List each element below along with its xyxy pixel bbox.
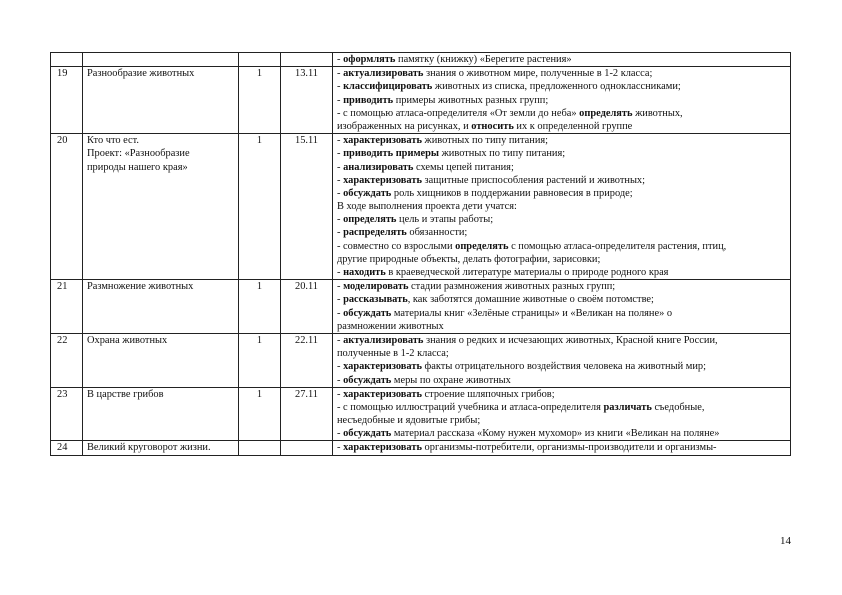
activity-verb: определять	[455, 240, 509, 252]
activity-line	[337, 374, 786, 387]
topic-line: Великий круговорот жизни.	[87, 442, 211, 454]
hours-cell	[239, 53, 281, 67]
activity-text: -	[337, 81, 344, 93]
activity-text: -	[337, 307, 344, 319]
activity-line	[337, 187, 786, 200]
activity-text: -	[337, 281, 344, 293]
activity-text: - с помощью атласа-определителя «От земли до неба»	[337, 107, 580, 119]
activity-verb: находить	[343, 267, 386, 278]
activity-line	[337, 174, 786, 187]
lesson-number-cell: 22	[51, 333, 83, 387]
activity-text: -	[337, 161, 344, 173]
date-cell	[281, 441, 333, 455]
activity-line	[337, 53, 786, 66]
date-cell	[281, 53, 333, 67]
activity-verb: актуализировать	[343, 68, 424, 80]
activity-line	[337, 266, 786, 279]
activity-line	[337, 280, 786, 293]
activity-verb: характеризовать	[343, 361, 422, 373]
activity-verb: оформлять	[343, 54, 396, 65]
activity-verb: характеризовать	[343, 135, 422, 147]
activity-text: с помощью атласа-определителя растения, птиц,	[508, 240, 727, 252]
date-cell: 15.11	[281, 134, 333, 280]
activity-line	[337, 80, 786, 93]
date-cell: 20.11	[281, 280, 333, 334]
activities-cell	[333, 333, 791, 387]
topic-line: Разнообразие животных	[87, 68, 195, 80]
table-row	[51, 441, 791, 455]
activity-line	[337, 320, 786, 333]
activities-cell	[333, 280, 791, 334]
topic-line: Размножение животных	[87, 281, 194, 293]
activity-text: схемы цепей питания;	[413, 161, 514, 173]
activity-text: -	[337, 174, 344, 186]
lesson-number-cell: 23	[51, 387, 83, 441]
activity-line	[337, 107, 786, 120]
activity-text: -	[337, 54, 344, 65]
activity-verb: рассказывать	[343, 294, 408, 306]
activity-text: строение шляпочных грибов;	[421, 388, 555, 400]
activity-text: организмы-потребители, организмы-производители и организмы-	[421, 442, 717, 454]
table-row	[51, 67, 791, 134]
activity-text: защитные приспособления растений и животных;	[421, 174, 646, 186]
activity-verb: актуализировать	[343, 334, 424, 346]
activity-text: -	[337, 442, 344, 454]
activity-line	[337, 347, 786, 360]
activity-line	[337, 147, 786, 160]
activities-cell	[333, 53, 791, 67]
table-row	[51, 333, 791, 387]
activity-text: животных из списка, предложенного одноклассниками;	[432, 81, 681, 93]
hours-cell	[239, 441, 281, 455]
topic-line: природы нашего края»	[87, 161, 188, 173]
topic-line: Проект: «Разнообразие	[87, 148, 190, 160]
activity-text: -	[337, 334, 344, 346]
activity-line	[337, 388, 786, 401]
activity-text: -	[337, 294, 344, 306]
lesson-topic-cell	[83, 441, 239, 455]
activity-line	[337, 427, 786, 440]
activity-text: в краеведческой литературе материалы о природе родного края	[385, 267, 669, 278]
activity-text: размножении животных	[337, 320, 444, 332]
activity-text: материал рассказа «Кому нужен мухомор» из книги «Великан на поляне»	[391, 428, 720, 440]
activity-text: -	[337, 267, 344, 278]
activity-text: -	[337, 135, 344, 147]
activity-line	[337, 401, 786, 414]
activity-line	[337, 213, 786, 226]
activity-text: -	[337, 374, 344, 386]
table-row	[51, 280, 791, 334]
activity-text: знания о животном мире, полученные в 1-2 класса;	[423, 68, 653, 80]
activity-line	[337, 360, 786, 373]
hours-cell: 1	[239, 280, 281, 334]
activity-verb: обсуждать	[343, 307, 392, 319]
activity-text: съедобные,	[651, 401, 705, 413]
activity-verb: обсуждать	[343, 374, 392, 386]
lesson-topic-cell	[83, 67, 239, 134]
activities-cell	[333, 441, 791, 455]
activity-text: животных,	[632, 107, 683, 119]
activity-text: их к определенной группе	[513, 120, 633, 132]
lesson-topic-cell	[83, 280, 239, 334]
activity-text: другие природные объекты, делать фотографии, зарисовки;	[337, 253, 601, 265]
activities-cell	[333, 387, 791, 441]
curriculum-table	[50, 52, 791, 456]
activity-text: обязанности;	[406, 227, 468, 239]
hours-cell: 1	[239, 134, 281, 280]
activity-text: -	[337, 187, 344, 199]
topic-line: Охрана животных	[87, 334, 168, 346]
activity-text: животных по типу питания;	[439, 148, 566, 160]
activity-verb: определять	[343, 214, 397, 226]
activity-text: - совместно со взрослыми	[337, 240, 456, 252]
activity-verb: классифицировать	[343, 81, 433, 93]
activity-text: - с помощью иллюстраций учебника и атласа-определителя	[337, 401, 604, 413]
activity-text: полученные в 1-2 класса;	[337, 348, 449, 360]
activity-verb: приводить	[343, 94, 394, 106]
activity-text: изображенных на рисунках, и	[337, 120, 472, 132]
hours-cell: 1	[239, 387, 281, 441]
lesson-topic-cell	[83, 333, 239, 387]
table-row	[51, 387, 791, 441]
activity-text: -	[337, 148, 344, 160]
activity-text: -	[337, 361, 344, 373]
activities-cell	[333, 134, 791, 280]
date-cell: 13.11	[281, 67, 333, 134]
activity-text: памятку (книжку) «Берегите растения»	[395, 54, 572, 65]
activity-text: факты отрицательного воздействия человека на животный мир;	[421, 361, 706, 373]
activity-text: меры по охране животных	[391, 374, 511, 386]
lesson-number-cell: 20	[51, 134, 83, 280]
activity-verb: анализировать	[343, 161, 414, 173]
activity-verb: распределять	[343, 227, 407, 239]
activity-line	[337, 226, 786, 239]
activity-text: -	[337, 227, 344, 239]
topic-line: В царстве грибов	[87, 388, 164, 400]
lesson-topic-cell	[83, 134, 239, 280]
activity-text: В ходе выполнения проекта дети учатся:	[337, 201, 517, 213]
activity-text: стадии размножения животных разных групп;	[408, 281, 616, 293]
activity-verb: характеризовать	[343, 174, 422, 186]
activity-line	[337, 293, 786, 306]
activity-text: примеры животных разных групп;	[393, 94, 549, 106]
table-row	[51, 53, 791, 67]
activity-text: -	[337, 388, 344, 400]
activity-line	[337, 161, 786, 174]
activity-verb: определять	[579, 107, 633, 119]
activity-verb: обсуждать	[343, 187, 392, 199]
activity-text: , как заботятся домашние животные о своём потомстве;	[407, 294, 654, 306]
activity-line	[337, 414, 786, 427]
lesson-topic-cell	[83, 387, 239, 441]
activity-verb: характеризовать	[343, 388, 422, 400]
activity-line	[337, 200, 786, 213]
lesson-number-cell	[51, 53, 83, 67]
lesson-number-cell: 21	[51, 280, 83, 334]
date-cell: 22.11	[281, 333, 333, 387]
page-number: 14	[780, 535, 791, 547]
activity-verb: различать	[603, 401, 652, 413]
activity-line	[337, 240, 786, 253]
activity-line	[337, 253, 786, 266]
activity-text: -	[337, 94, 344, 106]
lesson-number-cell: 24	[51, 441, 83, 455]
activity-line	[337, 67, 786, 80]
activity-verb: относить	[471, 120, 514, 132]
activity-verb: характеризовать	[343, 442, 422, 454]
activity-line	[337, 307, 786, 320]
activity-line	[337, 134, 786, 147]
activity-line	[337, 441, 786, 454]
hours-cell: 1	[239, 333, 281, 387]
activity-line	[337, 120, 786, 133]
activity-text: -	[337, 68, 344, 80]
lesson-topic-cell	[83, 53, 239, 67]
activity-line	[337, 334, 786, 347]
activities-cell	[333, 67, 791, 134]
activity-verb: моделировать	[343, 281, 409, 293]
activity-text: животных по типу питания;	[421, 135, 549, 147]
table-row	[51, 134, 791, 280]
activity-text: роль хищников в поддержании равновесия в природе;	[391, 187, 633, 199]
activity-text: цель и этапы работы;	[396, 214, 494, 226]
lesson-number-cell: 19	[51, 67, 83, 134]
activity-text: -	[337, 214, 344, 226]
activity-text: материалы книг «Зелёные страницы» и «Великан на поляне» о	[391, 307, 673, 319]
topic-line: Кто что ест.	[87, 135, 139, 147]
activity-text: -	[337, 428, 344, 440]
activity-text: несъедобные и ядовитые грибы;	[337, 415, 481, 427]
activity-line	[337, 94, 786, 107]
activity-text: знания о редких и исчезающих животных, Красной книге России,	[423, 334, 718, 346]
activity-verb: приводить примеры	[343, 148, 440, 160]
activity-verb: обсуждать	[343, 428, 392, 440]
table-body	[51, 53, 791, 456]
hours-cell: 1	[239, 67, 281, 134]
date-cell: 27.11	[281, 387, 333, 441]
